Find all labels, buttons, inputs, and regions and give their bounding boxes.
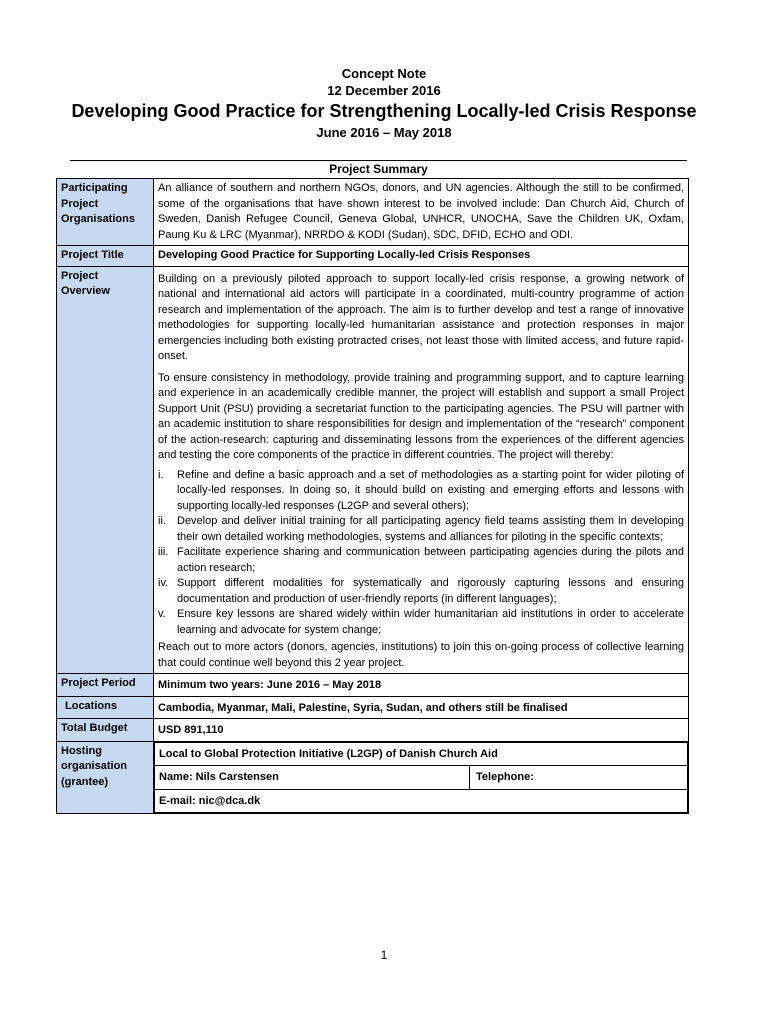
list-item-text: Refine and define a basic approach and a set of methodologies as a starting point for wider piloting of locally-led responses. In doing so, it should build on existing and emerging efforts and lessons with supporting locally-led responses (L2GP and several others);: [177, 468, 684, 512]
hosting-inner-table: [154, 742, 688, 814]
list-item-text: Ensure key lessons are shared widely within wider humanitarian aid institutions in order to accelerate learning and advocate for system change;: [177, 608, 684, 636]
row-hosting: [57, 741, 689, 814]
contact-telephone: Telephone:: [470, 766, 688, 790]
contact-email: E-mail: nic@dca.dk: [155, 789, 688, 813]
label-locations: Locations: [57, 696, 154, 719]
doc-period: June 2016 – May 2018: [316, 125, 452, 140]
overview-list: [158, 468, 684, 639]
label-hosting: Hosting organisation (grantee): [57, 741, 154, 814]
contact-name: Name: Nils Carstensen: [155, 766, 470, 790]
label-budget: Total Budget: [57, 719, 154, 742]
label-period: Project Period: [57, 674, 154, 697]
project-summary-title: Project Summary: [329, 162, 428, 176]
doc-date: 12 December 2016: [327, 83, 441, 98]
list-item-number: v.: [158, 608, 166, 620]
list-item: [158, 468, 684, 515]
hosting-org: Local to Global Protection Initiative (L2GP) of Danish Church Aid: [155, 742, 688, 766]
list-item-text: Develop and deliver initial training for all participating agency field teams assisting them in developing their own detailed working methodologies, systems and alliances for piloting in the specific contexts;: [177, 515, 684, 543]
list-item: [158, 514, 684, 545]
value-hosting: [154, 741, 689, 814]
list-item-number: i.: [158, 468, 164, 481]
label-organisations: Participating Project Organisations: [57, 179, 154, 246]
row-organisations: [57, 179, 689, 246]
row-title: [57, 246, 689, 267]
overview-para1: Building on a previously piloted approach to support locally-led crisis response, a growing network of national and international aid actors will participate in a coordinated, multi-country programme of action research and implementation of the approach. The aim is to further develop and test a range of innovative methodologies for supporting locally-led humanitarian assistance and protection responses in major emergencies including both existing protracted crises, not least those with limited access, and future rapid-onset.: [158, 272, 684, 362]
list-item: [158, 545, 684, 576]
overview-para2: To ensure consistency in methodology, provide training and programming support, and to capture learning and experience in an academically credible manner, the project will establish and support a small Project Support Unit (PSU) providing a secretariat function to the participating agencies. The PSU will partner with an academic institution to share responsibilities for design and implementation of the “research” component of the action-research: capturing and disseminating lessons from the experiences of the different agencies and testing the core components of the practice in different countries. The project will thereby:: [158, 371, 684, 461]
row-locations: [57, 696, 689, 719]
project-summary-table: [56, 178, 689, 814]
value-organisations: An alliance of southern and northern NGOs, donors, and UN agencies. Although the still to be confirmed, some of the organisations that have shown interest to be involved include: Dan Church Aid, Church of Sweden, Danish Refugee Council, Geneva Global, UNHCR, UNOCHA, Save the Children UK, Oxfam, Paung Ku & LRC (Myanmar), NRRDO & KODI (Sudan), SDC, DFID, ECHO and ODI.: [154, 179, 689, 246]
doc-type-heading: Concept Note: [341, 66, 427, 81]
list-item-number: ii.: [158, 515, 166, 527]
row-budget: [57, 719, 689, 742]
value-period: Minimum two years: June 2016 – May 2018: [154, 674, 689, 697]
list-item: [158, 576, 684, 607]
list-item-number: iv.: [158, 577, 169, 589]
list-item-number: iii.: [158, 546, 169, 558]
doc-title: Developing Good Practice for Strengthening Locally-led Crisis Response: [71, 101, 697, 121]
page-number: 1: [380, 948, 388, 962]
value-title: Developing Good Practice for Supporting Locally-led Crisis Responses: [154, 246, 689, 267]
row-overview: [57, 266, 689, 674]
header-rule: [70, 160, 687, 161]
list-item-text: Facilitate experience sharing and communication between participating agencies during the pilots and action research;: [177, 546, 684, 574]
label-title: Project Title: [57, 246, 154, 267]
row-period: [57, 674, 689, 697]
label-overview: Project Overview: [57, 266, 154, 674]
value-budget: USD 891,110: [154, 719, 689, 742]
value-overview: [154, 266, 689, 674]
list-item: [158, 607, 684, 638]
value-locations: Cambodia, Myanmar, Mali, Palestine, Syria, Sudan, and others still be finalised: [154, 696, 689, 719]
list-item-text: Support different modalities for systematically and rigorously capturing lessons and ensuring documentation and production of user-friendly reports (in different languages);: [177, 577, 684, 605]
overview-para3: Reach out to more actors (donors, agencies, institutions) to join this on-going process of collective learning that could continue well beyond this 2 year project.: [158, 641, 684, 669]
